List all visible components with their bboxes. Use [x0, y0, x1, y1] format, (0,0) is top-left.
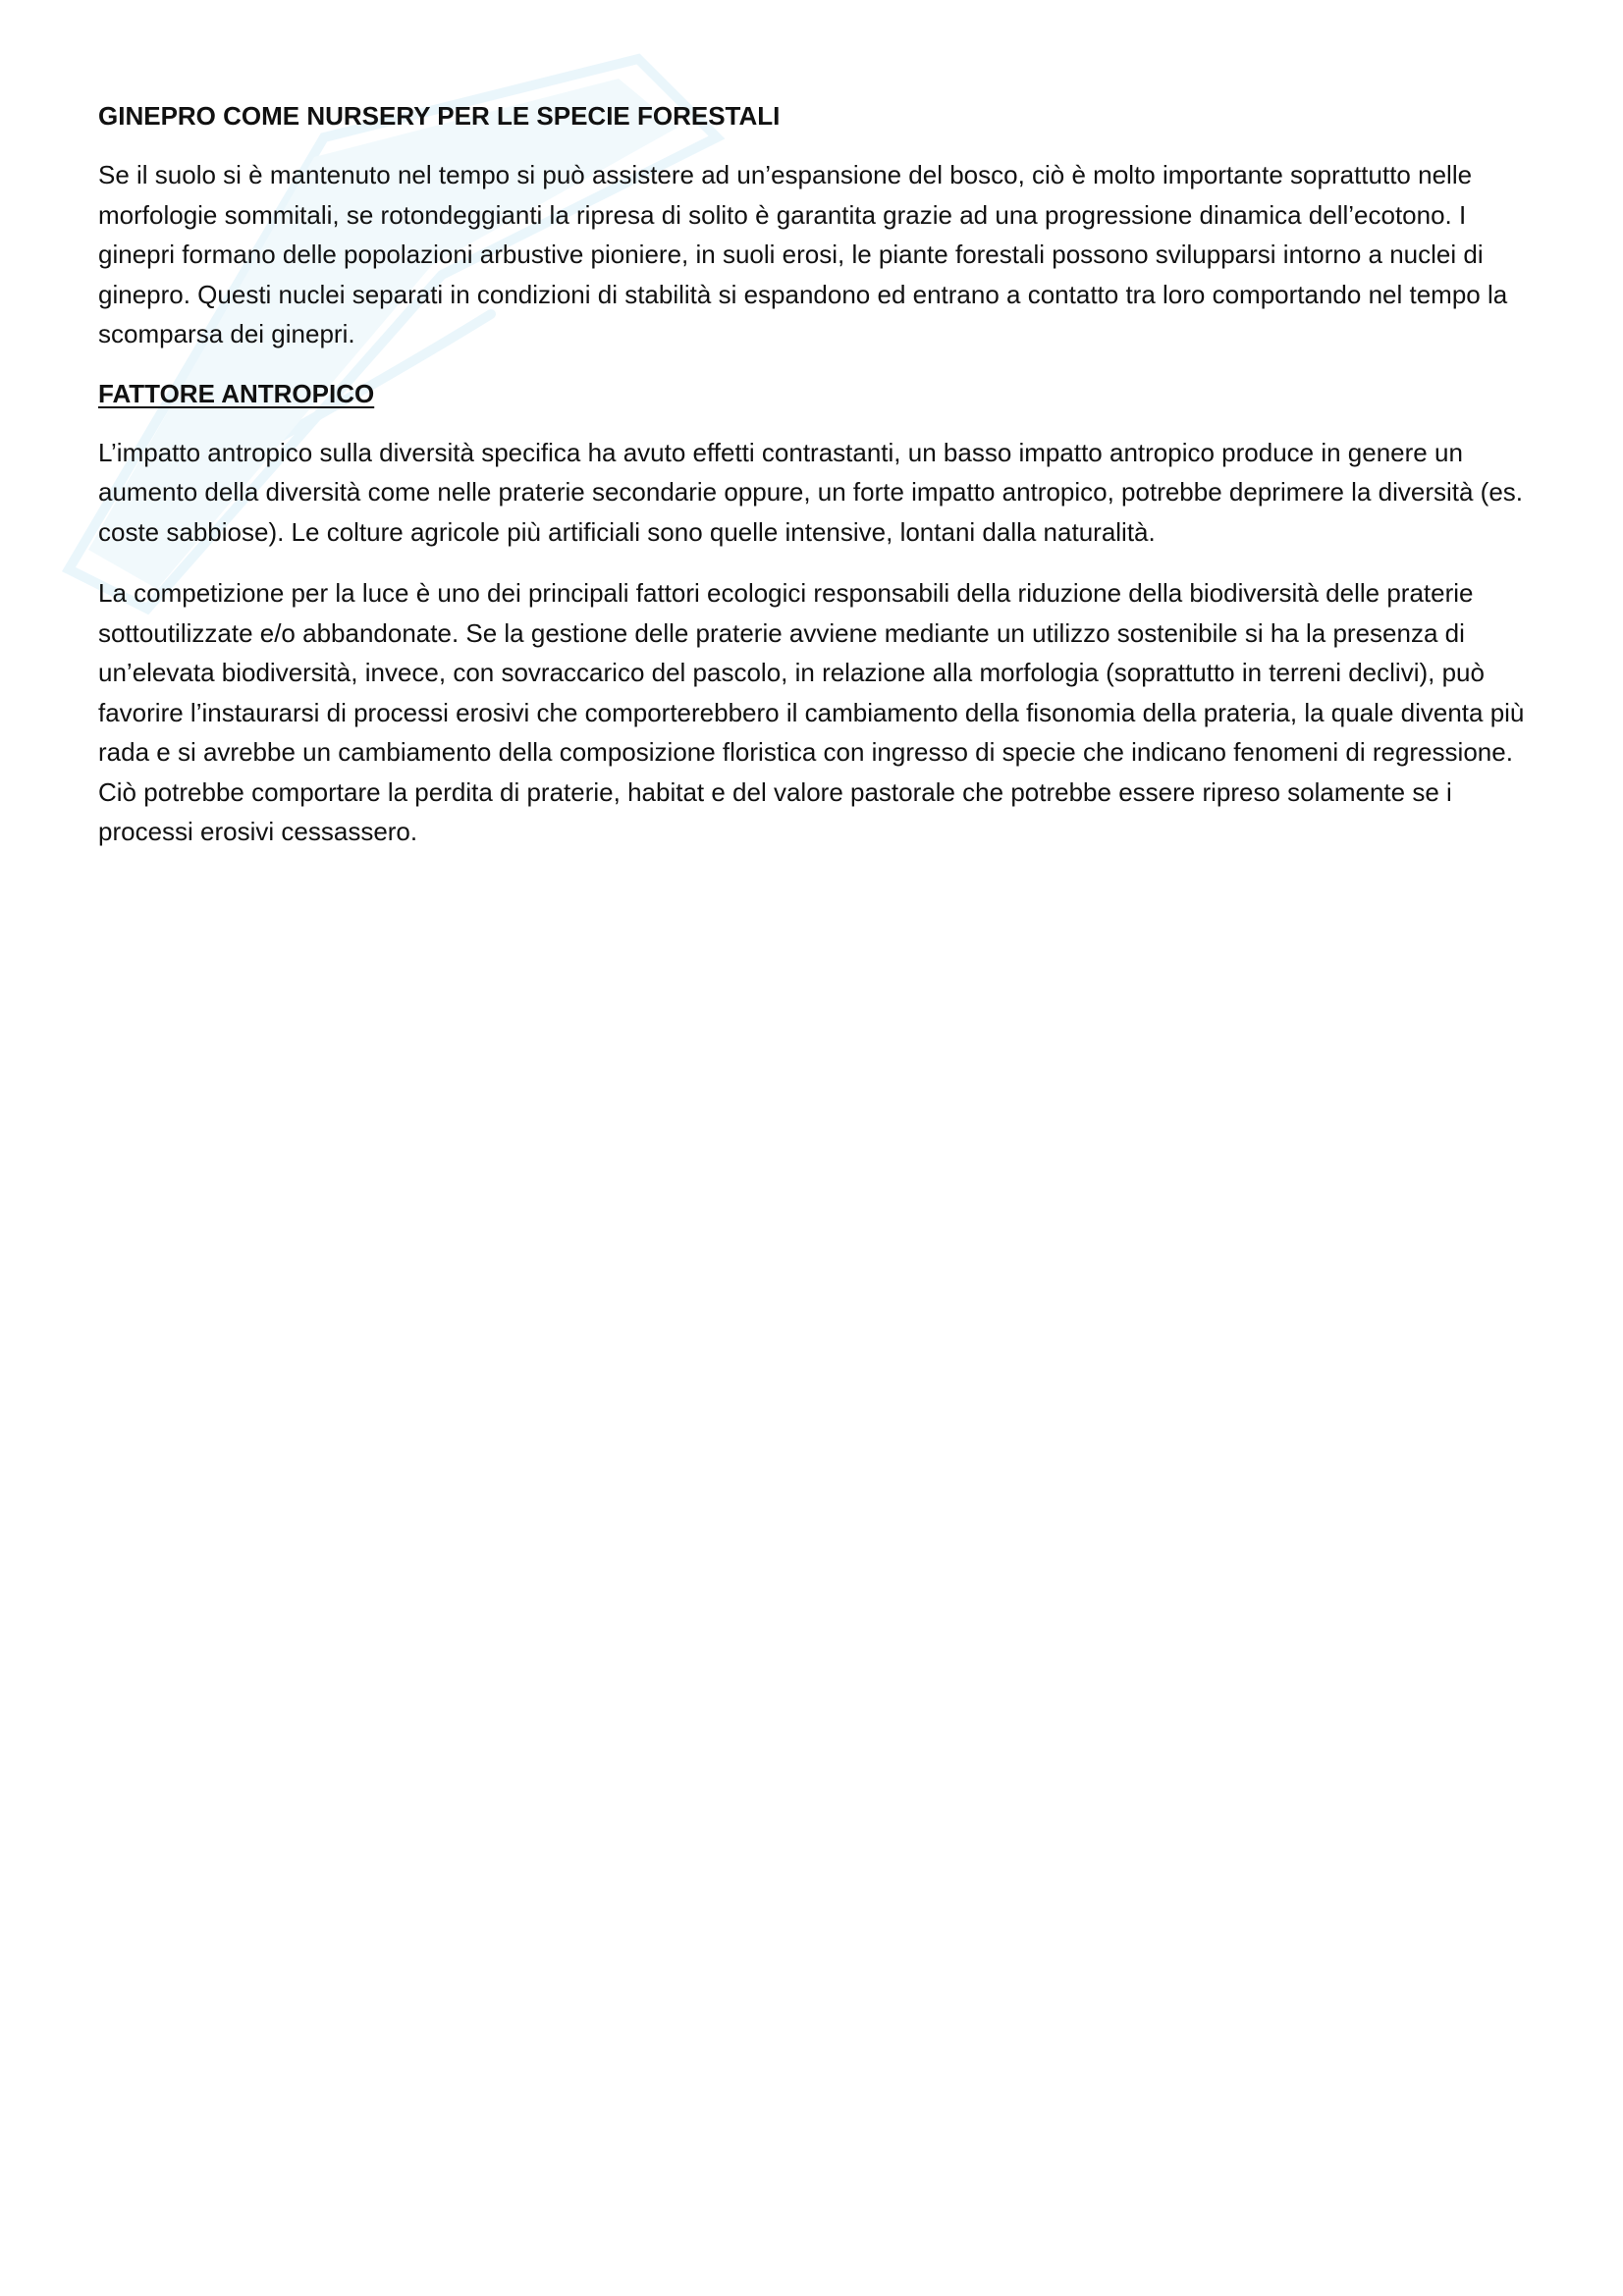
section-fattore-antropico: [98, 376, 1532, 852]
paragraph: Se il suolo si è mantenuto nel tempo si può assistere ad un’espansione del bosco, ciò è molto importante soprattutto nelle morfologie sommitali, se rotondeggianti la ripresa di solito è garantita grazie ad una progressione dinamica dell’ecotono. I ginepri formano delle popolazioni arbustive pioniere, in suoli erosi, le piante forestali possono svilupparsi intorno a nuclei di ginepro. Questi nuclei separati in condizioni di stabilità si espandono ed entrano a contatto tra loro comportando nel tempo la scomparsa dei ginepri.: [98, 160, 1508, 348]
section-heading: GINEPRO COME NURSERY PER LE SPECIE FORESTALI: [98, 101, 781, 131]
section-heading: FATTORE ANTROPICO: [98, 378, 375, 408]
section-ginepro: [98, 98, 1532, 354]
paragraph: L’impatto antropico sulla diversità specifica ha avuto effetti contrastanti, un basso impatto antropico produce in genere un aumento della diversità come nelle praterie secondarie oppure, un forte impatto antropico, potrebbe deprimere la diversità (es. coste sabbiose). Le colture agricole più artificiali sono quelle intensive, lontani dalla naturalità.: [98, 437, 1524, 547]
document-body: [98, 98, 1532, 874]
paragraph: La competizione per la luce è uno dei principali fattori ecologici responsabili della riduzione della biodiversità delle praterie sottoutilizzate e/o abbandonate. Se la gestione delle praterie avviene mediante un utilizzo sostenibile si ha la presenza di un’elevata biodiversità, invece, con sovraccarico del pascolo, in relazione alla morfologia (soprattutto in terreni declivi), può favorire l’instaurarsi di processi erosivi che comporterebbero il cambiamento della fisonomia della prateria, la quale diventa più rada e si avrebbe un cambiamento della composizione floristica con ingresso di specie che indicano fenomeni di regressione. Ciò potrebbe comportare la perdita di praterie, habitat e del valore pastorale che potrebbe essere ripreso solamente se i processi erosivi cessassero.: [98, 578, 1525, 846]
